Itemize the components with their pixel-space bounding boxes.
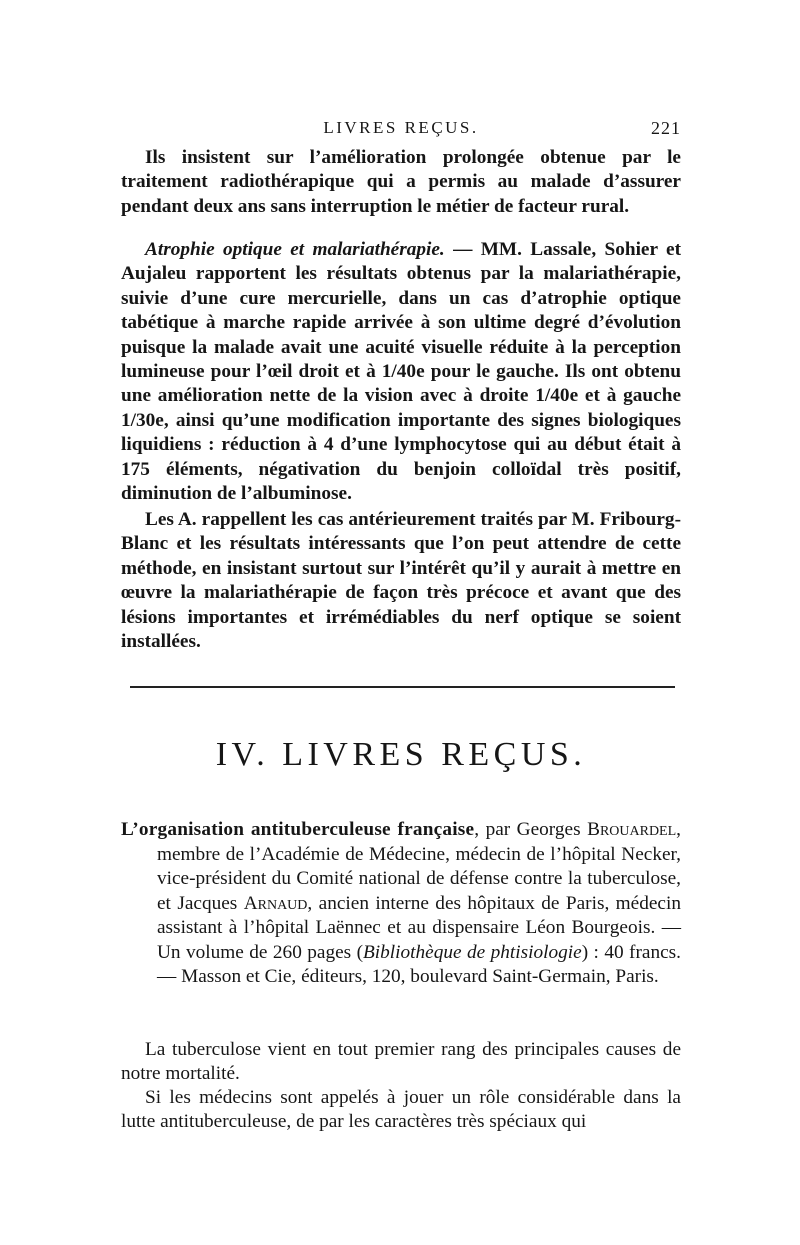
author-name: Arnaud [243,892,308,914]
em-dash: — [444,239,481,260]
running-title: LIVRES REÇUS. [323,118,479,137]
running-header [121,116,681,142]
paragraph-text: Les A. rappellent les cas antérieurement traités par M. Fribourg-Blanc et les résultats intéressants que l’on peut attendre de cette méthode, en insistant surtout sur l’intérêt qu’il y aurait à mettre en œuvre la malariathérapie de façon très précoce et avant que des lésions importantes et irrémédiables du nerf optique se soient installées. [121,509,681,653]
book-title: L’organisation antituberculeuse française [121,819,475,840]
page-number: 221 [651,118,681,138]
book-description: ) : 40 francs. — Masson et Cie, éditeurs, 120, boulevard Saint-Germain, Paris. [157,941,681,987]
paragraph-text: MM. Lassale, Sohier et Aujaleu rapportent les résultats obtenus par la malariathérapie, suivie d’une cure mercurielle, dans un cas d’atrophie optique tabétique à marche rapide arrivée à son ultime degré d’évolution puisque la malade avait une acuité visuelle réduite à la perception lumineuse pour l’œil droit et à 1/40e pour le gauche. Ils ont obtenu une amélioration nette de la vision avec à droite 1/40e et à gauche 1/30e, ainsi qu’une modification importante des signes biologiques liquidiens : réduction à 4 d’une lymphocytose qui au début était à 175 éléments, négativation du benjoin colloïdal très positif, diminution de l’albuminose. [121,239,682,505]
paragraph-text: La tuberculose vient en tout premier rang des principales causes de notre mortalité. [121,1039,681,1085]
book-by: , par Georges [474,819,588,840]
section-heading: IV. LIVRES REÇUS. [215,736,587,773]
book-description: , ancien interne des hôpitaux de Paris, médecin assistant à l’hôpital Laënnec et au dispensaire Léon Bourgeois. — Un volume de 260 pages ( [157,892,681,963]
paragraph-fribourg-blanc [121,508,681,654]
paragraph-atrophie-optique [121,238,681,506]
paragraph-text: Si les médecins sont appelés à jouer un rôle considérable dans la lutte antituberculeuse, de par les caractères très spéciaux qui [121,1087,681,1133]
author-name: Brouardel [587,819,677,840]
paragraph-tuberculose [121,1038,681,1087]
paragraph-text: Ils insistent sur l’amélioration prolongée obtenue par le traitement radiothérapique qui a permis au malade d’assurer pendant deux ans sans interruption le métier de facteur rural. [121,147,681,217]
paragraph-title: Atrophie optique et malariathérapie. [145,239,445,260]
paragraph-radiotherapy [121,146,681,219]
series-title: Bibliothèque de phtisiologie [363,941,582,963]
book-entry [121,818,681,990]
section-divider [130,686,675,688]
paragraph-medecins [121,1086,681,1135]
book-description: , membre de l’Académie de Médecine, médecin de l’hôpital Necker, vice-président du Comité national de défense contre la tuberculose, et Jacques [157,819,681,914]
